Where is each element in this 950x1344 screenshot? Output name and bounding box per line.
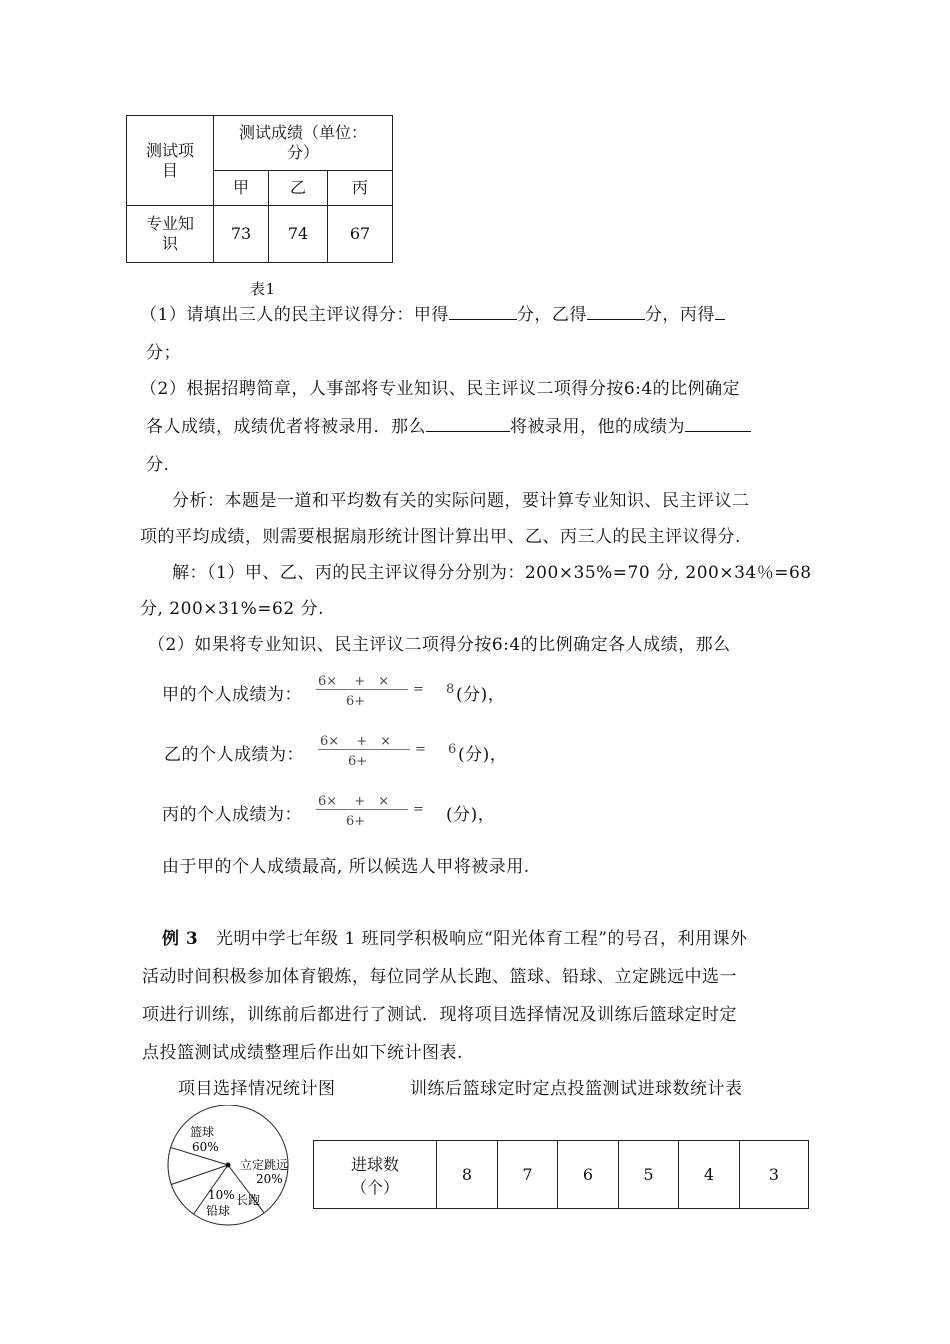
table1-row-label-l2: 识: [161, 234, 178, 253]
yi-eq: =: [415, 742, 426, 757]
bing-unit: (分)，: [446, 805, 496, 825]
table1-header-item: [127, 116, 214, 206]
example3-line3: 项进行训练，训练前后都进行了测试．现将项目选择情况及训练后篮球定时定: [142, 1005, 737, 1025]
jia-frac-den: 6+: [346, 694, 366, 709]
table1-header-scores-l1: 测试成绩（单位：: [238, 123, 367, 142]
q2-line1: （2）根据招聘简章，人事部将专业知识、民主评议二项得分按6:4的比例确定: [140, 379, 741, 399]
goals-header: [314, 1141, 437, 1209]
goals-header-l2: （个）: [350, 1177, 399, 1197]
jia-frac-bar: [316, 689, 408, 690]
analysis-line1: 分析：本题是一道和平均数有关的实际问题，要计算专业知识、民主评议二: [172, 491, 750, 511]
bing-eq: =: [413, 802, 424, 817]
blank-score[interactable]: [685, 416, 751, 432]
jia-eq: =: [413, 682, 424, 697]
pie-title: 项目选择情况统计图: [178, 1079, 336, 1099]
bing-frac-num: 6× + ×: [318, 794, 390, 809]
goals-header-l1: 进球数: [350, 1154, 399, 1174]
conclusion: 由于甲的个人成绩最高, 所以候选人甲将被录用.: [162, 857, 530, 877]
pie-value-shot-put: 10%: [208, 1188, 235, 1202]
q1-unit: 分；: [146, 343, 181, 363]
jia-frac-num: 6× + ×: [318, 674, 390, 689]
table1-header-scores-l2: 分）: [286, 143, 319, 162]
score-table: [126, 115, 393, 263]
q1-part3: 分，丙得: [644, 305, 715, 325]
pie-label-shot-put: 铅球: [206, 1204, 231, 1218]
yi-result: 6: [448, 742, 457, 757]
goals-value: 8: [437, 1141, 498, 1209]
pie-label-long-run: 长跑: [236, 1193, 261, 1207]
blank-jia[interactable]: [449, 304, 517, 320]
example3-line2: 活动时间积极参加体育锻炼，每位同学从长跑、篮球、铅球、立定跳远中选一: [142, 967, 737, 987]
goals-value: 3: [740, 1141, 809, 1209]
solution-line2: 分, 200×31%=62 分.: [140, 599, 324, 619]
example3-text1: 光明中学七年级 1 班同学积极响应“阳光体育工程”的号召，利用课外: [215, 929, 748, 949]
analysis-line2: 项的平均成绩，则需要根据扇形统计图计算出甲、乙、丙三人的民主评议得分.: [140, 527, 741, 547]
example3-line1: [162, 924, 747, 949]
yi-frac-num: 6× + ×: [320, 734, 392, 749]
table1-header-item-l2: 目: [161, 160, 178, 180]
q2-part-b: 将被录用，他的成绩为: [510, 417, 685, 437]
candidate-bing: 丙: [328, 171, 393, 206]
blank-selected[interactable]: [426, 416, 510, 432]
pie-slice-boundary-铅球: [171, 1165, 228, 1185]
goals-value: 7: [498, 1141, 558, 1209]
pie-center: [226, 1163, 231, 1168]
pie-value-standing-jump: 20%: [256, 1172, 283, 1186]
candidate-jia: 甲: [214, 171, 269, 206]
bing-score-label: 丙的个人成绩为：: [162, 805, 302, 825]
table1-header-item-l1: 测试项: [145, 140, 194, 160]
q1-part2: 分，乙得: [516, 305, 587, 325]
score-yi: 74: [269, 206, 328, 263]
yi-frac-bar: [318, 749, 410, 750]
pie-value-basketball: 60%: [192, 1140, 219, 1154]
pie-label-standing-jump: 立定跳远: [240, 1158, 289, 1172]
q2-line3: 分.: [146, 455, 170, 475]
score-bing: 67: [328, 206, 393, 263]
q2-line2: [146, 412, 751, 437]
bing-frac-den: 6+: [346, 814, 366, 829]
solution-line3: （2）如果将专业知识、民主评议二项得分按6:4的比例确定各人成绩，那么: [148, 635, 731, 655]
bing-frac-bar: [316, 809, 408, 810]
question-1: [140, 300, 725, 325]
table1-row-label-l1: 专业知: [145, 214, 194, 233]
solution-line1: 解：（1）甲、乙、丙的民主评议得分分别为：200×35%=70 分, 200×34％=68: [172, 563, 812, 583]
pie-label-basketball: 篮球: [190, 1125, 215, 1139]
goals-value: 5: [619, 1141, 679, 1209]
yi-score-label: 乙的个人成绩为：: [164, 745, 304, 765]
example3-label: 例 3: [162, 929, 199, 949]
jia-result: 8: [446, 682, 455, 697]
goals-table: [313, 1140, 809, 1209]
score-jia: 73: [214, 206, 269, 263]
table1-row-label: [127, 206, 214, 263]
yi-unit: (分)，: [458, 745, 508, 765]
yi-frac-den: 6+: [348, 754, 368, 769]
blank-yi[interactable]: [587, 304, 645, 320]
table1-caption: 表1: [250, 280, 276, 298]
jia-unit: (分)，: [456, 685, 506, 705]
q2-part-a: 各人成绩，成绩优者将被录用．那么: [146, 417, 426, 437]
q1-part1: （1）请填出三人的民主评议得分：甲得: [140, 305, 449, 325]
goals-value: 4: [679, 1141, 740, 1209]
pie-chart: [160, 1105, 300, 1230]
candidate-yi: 乙: [269, 171, 328, 206]
blank-bing[interactable]: [715, 304, 725, 320]
jia-score-label: 甲的个人成绩为：: [162, 685, 302, 705]
table2-title: 训练后篮球定时定点投篮测试进球数统计表: [410, 1079, 743, 1099]
goals-value: 6: [558, 1141, 619, 1209]
example3-line4: 点投篮测试成绩整理后作出如下统计图表.: [142, 1043, 463, 1063]
table1-header-scores: [214, 116, 393, 171]
